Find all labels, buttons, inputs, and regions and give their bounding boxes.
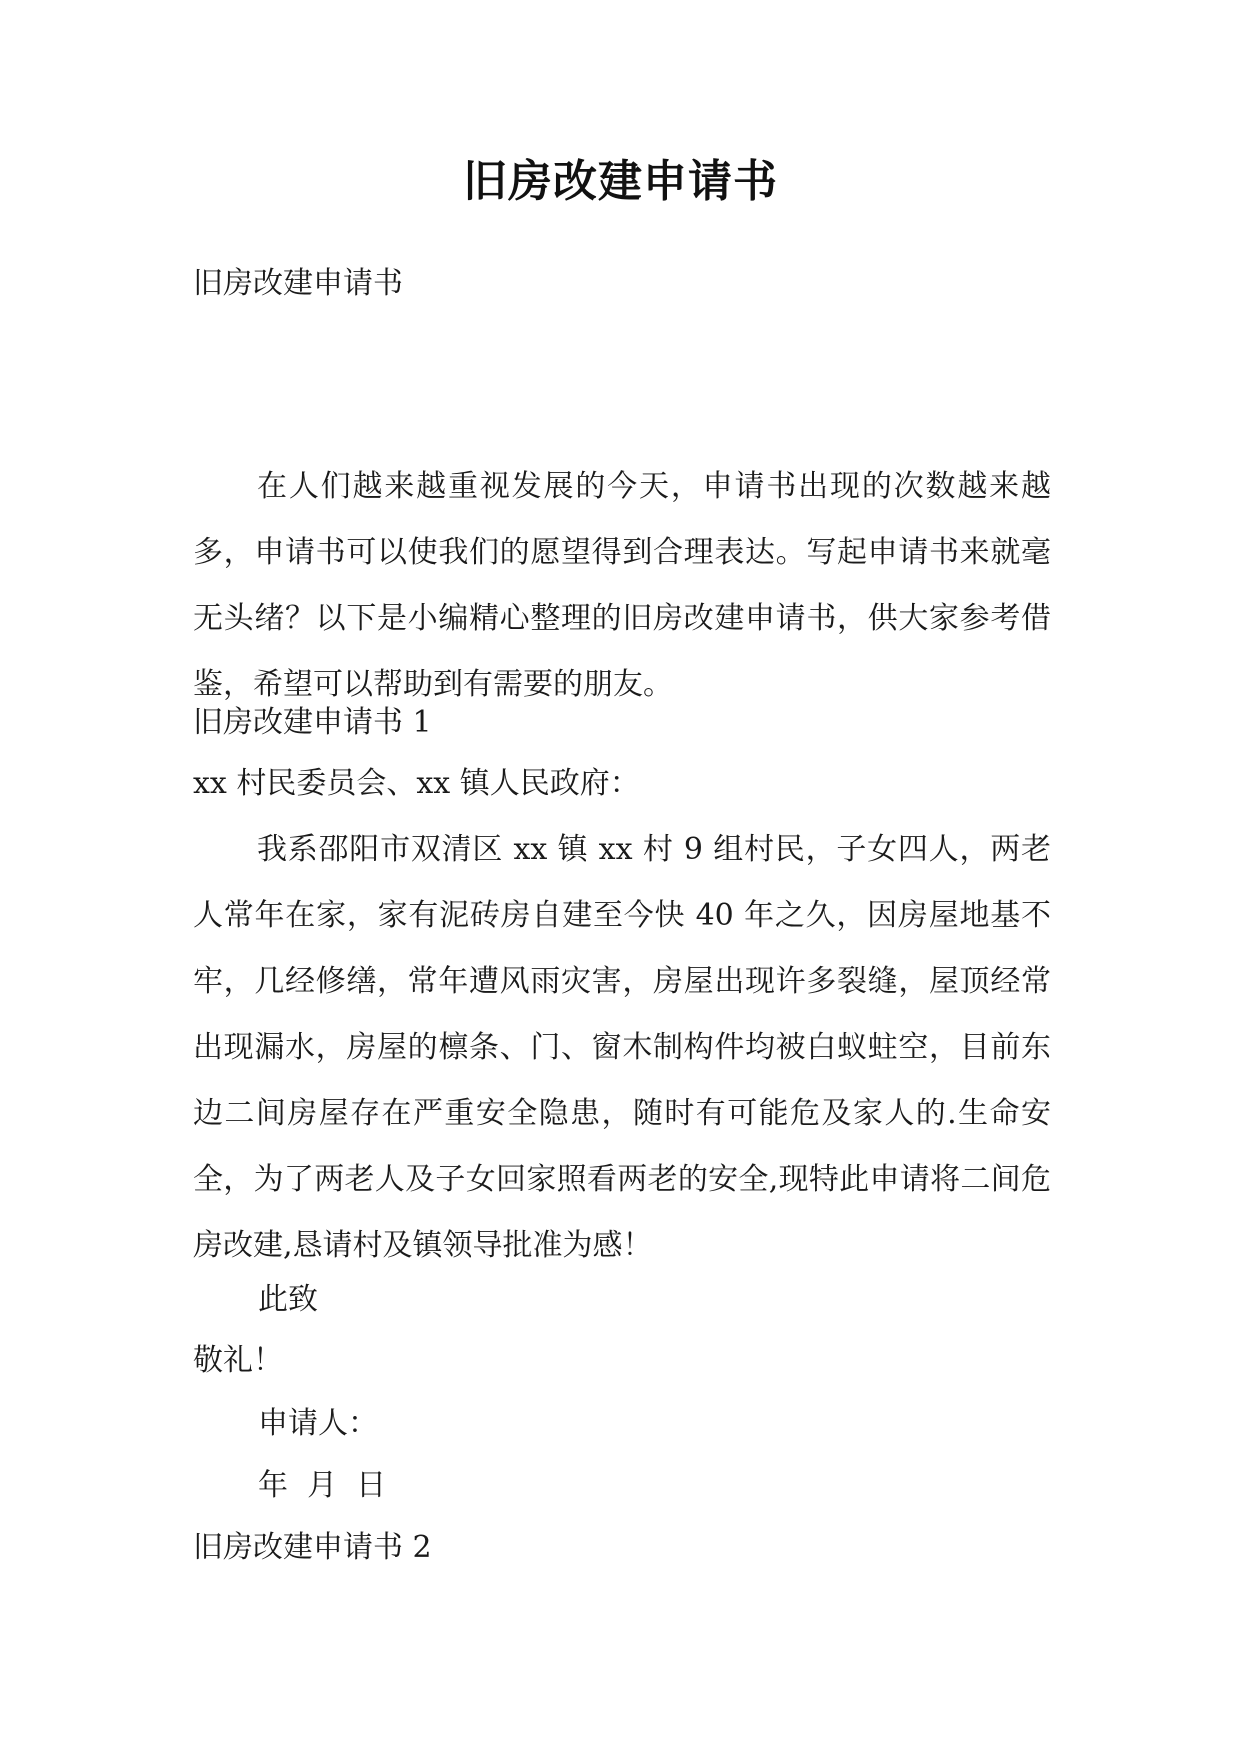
section-1-body: 我系邵阳市双清区 xx 镇 xx 村 9 组村民，子女四人，两老人常年在家，家有泥砖房自建至今快 40 年之久，因房屋地基不牢，几经修缮，常年遭风雨灾害，房屋出现许多裂缝，屋顶经常出现漏水，房屋的檩条、门、窗木制构件均被白蚁蛀空，目前东边二间房屋存在严重安全隐患，随时有可能危及家人的.生命安全，为了两老人及子女回家照看两老的安全,现特此申请将二间危房改建,恳请村及镇领导批准为感！: [193, 832, 1051, 1263]
section-2-heading: 旧房改建申请书 2: [193, 1530, 432, 1565]
date-line: 年 月 日: [258, 1468, 387, 1503]
closing-salutation: 此致: [258, 1282, 318, 1317]
section-1-recipient: xx 村民委员会、xx 镇人民政府：: [193, 766, 640, 801]
applicant-label: 申请人：: [258, 1406, 378, 1441]
closing-respect: 敬礼！: [193, 1343, 283, 1378]
document-title: 旧房改建申请书: [463, 156, 778, 207]
document-subtitle: 旧房改建申请书: [193, 266, 403, 301]
intro-paragraph: 在人们越来越重视发展的今天，申请书出现的次数越来越多，申请书可以使我们的愿望得到合理表达。写起申请书来就毫无头绪？以下是小编精心整理的旧房改建申请书，供大家参考借鉴，希望可以帮助到有需要的朋友。: [193, 469, 1051, 702]
section-1-heading: 旧房改建申请书 1: [193, 705, 432, 740]
